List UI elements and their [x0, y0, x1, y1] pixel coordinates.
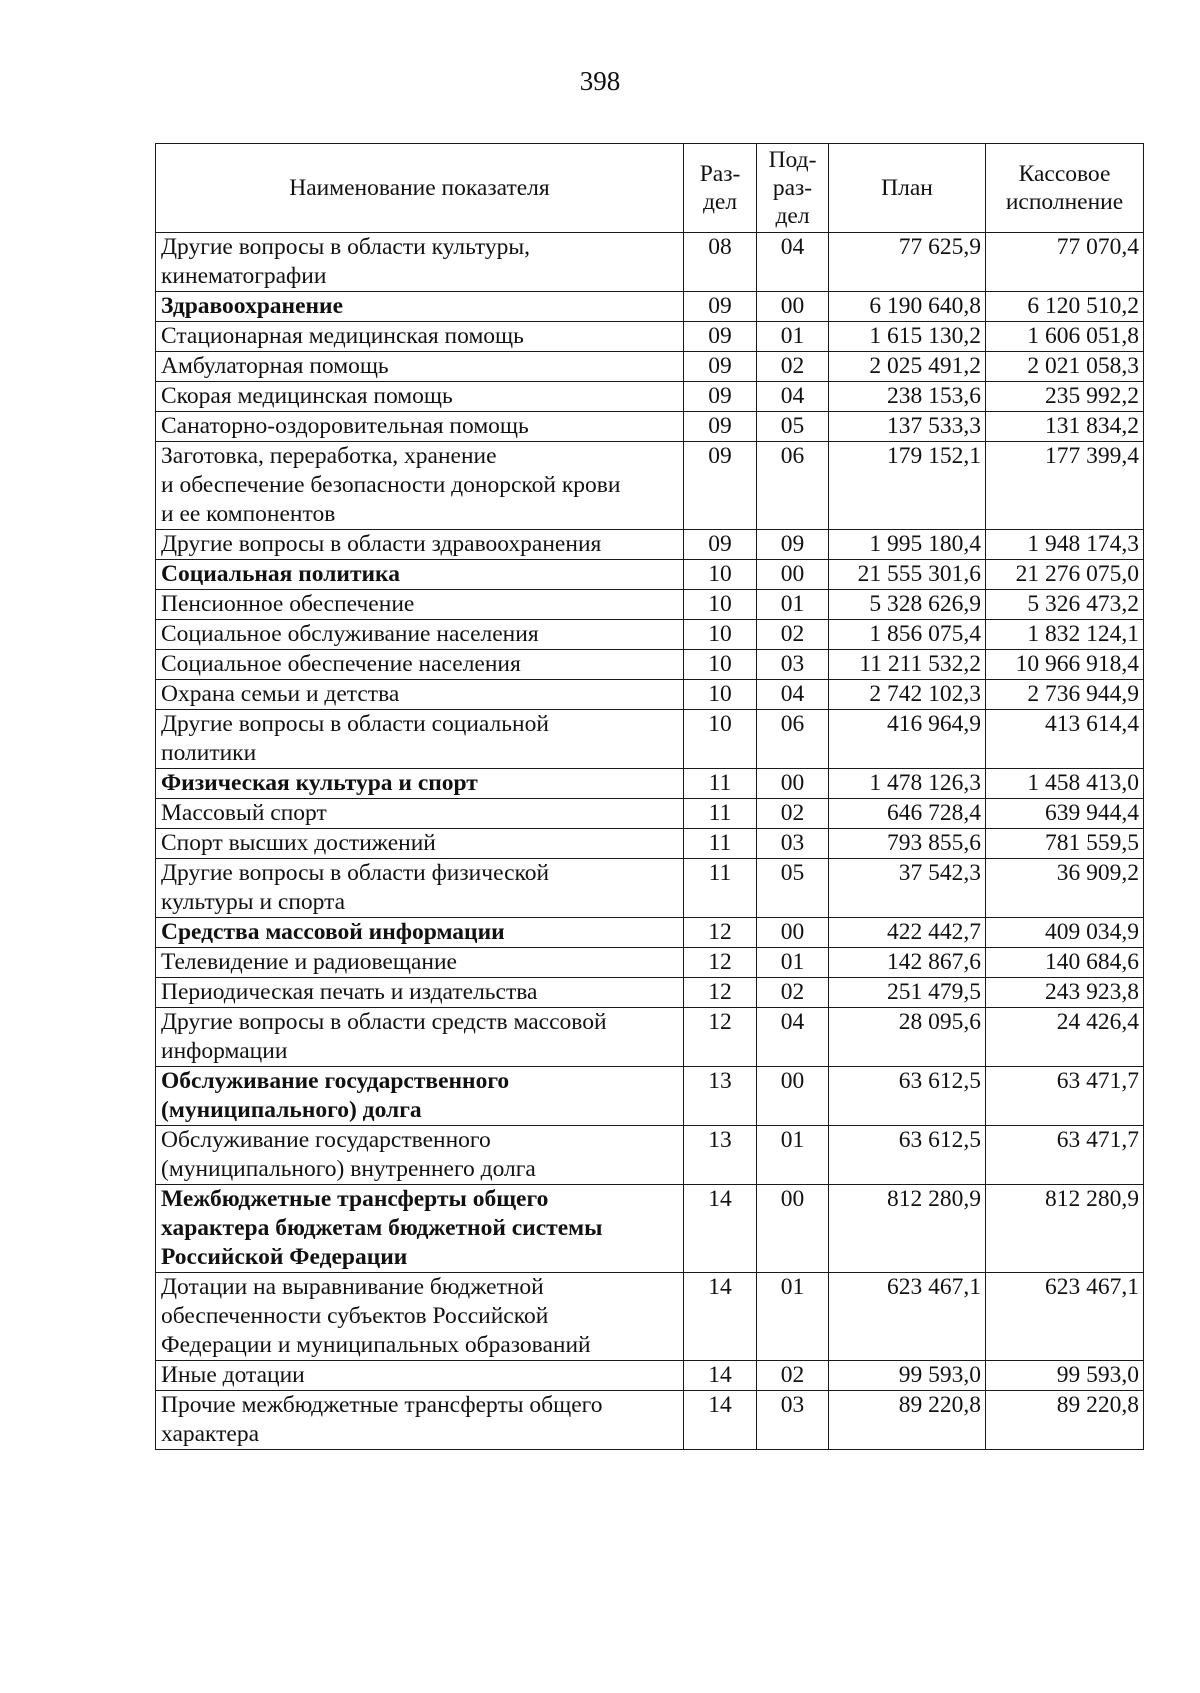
row-subsection: 02 — [757, 978, 829, 1008]
row-section: 09 — [684, 530, 757, 560]
row-subsection: 03 — [757, 650, 829, 680]
row-fact: 10 966 918,4 — [986, 650, 1144, 680]
row-plan: 137 533,3 — [829, 412, 986, 442]
row-section: 11 — [684, 859, 757, 918]
row-fact: 639 944,4 — [986, 799, 1144, 829]
row-subsection: 06 — [757, 710, 829, 769]
row-fact: 77 070,4 — [986, 233, 1144, 292]
row-name: Прочие межбюджетные трансферты общего характера — [156, 1391, 684, 1450]
row-name: Санаторно-оздоровительная помощь — [156, 412, 684, 442]
table-row — [156, 710, 1144, 769]
row-name: Социальное обеспечение населения — [156, 650, 684, 680]
row-name: Спорт высших достижений — [156, 829, 684, 859]
row-section: 14 — [684, 1361, 757, 1391]
row-section: 10 — [684, 620, 757, 650]
row-section: 12 — [684, 1008, 757, 1067]
row-subsection: 01 — [757, 590, 829, 620]
row-section: 11 — [684, 799, 757, 829]
row-section: 09 — [684, 442, 757, 530]
row-name: Социальная политика — [156, 560, 684, 590]
row-name: Социальное обслуживание населения — [156, 620, 684, 650]
row-name: Межбюджетные трансферты общего характера бюджетам бюджетной системы Российской Федерации — [156, 1185, 684, 1273]
row-fact: 6 120 510,2 — [986, 292, 1144, 322]
row-subsection: 00 — [757, 292, 829, 322]
row-plan: 5 328 626,9 — [829, 590, 986, 620]
header-section — [684, 144, 757, 233]
row-section: 09 — [684, 352, 757, 382]
table-row — [156, 322, 1144, 352]
row-name: Амбулаторная помощь — [156, 352, 684, 382]
row-name: Пенсионное обеспечение — [156, 590, 684, 620]
row-name: Заготовка, переработка, хранение и обеспечение безопасности донорской крови и ее компонентов — [156, 442, 684, 530]
row-section: 12 — [684, 948, 757, 978]
table-row — [156, 412, 1144, 442]
row-fact: 177 399,4 — [986, 442, 1144, 530]
row-subsection: 02 — [757, 620, 829, 650]
row-name: Средства массовой информации — [156, 918, 684, 948]
row-section: 14 — [684, 1185, 757, 1273]
row-name: Другие вопросы в области физической культуры и спорта — [156, 859, 684, 918]
header-fact — [986, 144, 1144, 233]
row-subsection: 05 — [757, 859, 829, 918]
table-row — [156, 530, 1144, 560]
row-plan: 77 625,9 — [829, 233, 986, 292]
table-row — [156, 620, 1144, 650]
row-fact: 243 923,8 — [986, 978, 1144, 1008]
row-plan: 623 467,1 — [829, 1273, 986, 1361]
row-subsection: 01 — [757, 322, 829, 352]
row-name: Дотации на выравнивание бюджетной обеспеченности субъектов Российской Федерации и муниципальных образований — [156, 1273, 684, 1361]
row-plan: 28 095,6 — [829, 1008, 986, 1067]
row-subsection: 04 — [757, 1008, 829, 1067]
row-subsection: 00 — [757, 918, 829, 948]
row-name: Другие вопросы в области средств массовой информации — [156, 1008, 684, 1067]
row-fact: 99 593,0 — [986, 1361, 1144, 1391]
row-subsection: 03 — [757, 829, 829, 859]
row-plan: 2 742 102,3 — [829, 680, 986, 710]
table-header-row — [156, 144, 1144, 233]
row-section: 09 — [684, 382, 757, 412]
row-section: 09 — [684, 412, 757, 442]
table-row — [156, 948, 1144, 978]
header-section-text: Раз- дел — [699, 161, 741, 215]
row-section: 14 — [684, 1391, 757, 1450]
row-plan: 422 442,7 — [829, 918, 986, 948]
row-subsection: 00 — [757, 1067, 829, 1126]
row-subsection: 01 — [757, 948, 829, 978]
table-row — [156, 292, 1144, 322]
row-subsection: 06 — [757, 442, 829, 530]
table-row — [156, 1391, 1144, 1450]
table-row — [156, 352, 1144, 382]
table-row — [156, 382, 1144, 412]
table-row — [156, 1126, 1144, 1185]
table-row — [156, 1008, 1144, 1067]
row-fact: 21 276 075,0 — [986, 560, 1144, 590]
row-subsection: 00 — [757, 1185, 829, 1273]
row-fact: 36 909,2 — [986, 859, 1144, 918]
row-fact: 2 021 058,3 — [986, 352, 1144, 382]
row-subsection: 01 — [757, 1273, 829, 1361]
table-row — [156, 859, 1144, 918]
table-row — [156, 560, 1144, 590]
row-subsection: 04 — [757, 233, 829, 292]
row-name: Здравоохранение — [156, 292, 684, 322]
table-row — [156, 799, 1144, 829]
row-plan: 416 964,9 — [829, 710, 986, 769]
header-plan — [829, 144, 986, 233]
row-fact: 1 606 051,8 — [986, 322, 1144, 352]
row-name: Иные дотации — [156, 1361, 684, 1391]
row-fact: 140 684,6 — [986, 948, 1144, 978]
row-plan: 21 555 301,6 — [829, 560, 986, 590]
row-fact: 131 834,2 — [986, 412, 1144, 442]
row-name: Обслуживание государственного (муниципального) внутреннего долга — [156, 1126, 684, 1185]
row-subsection: 04 — [757, 382, 829, 412]
row-subsection: 04 — [757, 680, 829, 710]
table-row — [156, 829, 1144, 859]
row-section: 09 — [684, 322, 757, 352]
row-fact: 63 471,7 — [986, 1126, 1144, 1185]
row-plan: 238 153,6 — [829, 382, 986, 412]
table-row — [156, 233, 1144, 292]
row-plan: 99 593,0 — [829, 1361, 986, 1391]
row-section: 11 — [684, 829, 757, 859]
row-fact: 5 326 473,2 — [986, 590, 1144, 620]
row-section: 14 — [684, 1273, 757, 1361]
row-plan: 89 220,8 — [829, 1391, 986, 1450]
row-fact: 24 426,4 — [986, 1008, 1144, 1067]
table-row — [156, 680, 1144, 710]
row-fact: 812 280,9 — [986, 1185, 1144, 1273]
row-section: 10 — [684, 710, 757, 769]
table-row — [156, 1361, 1144, 1391]
row-plan: 793 855,6 — [829, 829, 986, 859]
row-plan: 142 867,6 — [829, 948, 986, 978]
row-plan: 2 025 491,2 — [829, 352, 986, 382]
row-fact: 623 467,1 — [986, 1273, 1144, 1361]
table-row — [156, 1067, 1144, 1126]
row-fact: 413 614,4 — [986, 710, 1144, 769]
table-row — [156, 1273, 1144, 1361]
row-plan: 1 856 075,4 — [829, 620, 986, 650]
row-section: 12 — [684, 978, 757, 1008]
row-fact: 1 458 413,0 — [986, 769, 1144, 799]
row-section: 10 — [684, 560, 757, 590]
row-fact: 63 471,7 — [986, 1067, 1144, 1126]
header-fact-text: Кассовое исполнение — [1005, 161, 1124, 215]
header-name — [156, 144, 684, 233]
row-name: Другие вопросы в области социальной политики — [156, 710, 684, 769]
row-name: Периодическая печать и издательства — [156, 978, 684, 1008]
row-plan: 251 479,5 — [829, 978, 986, 1008]
budget-table — [155, 143, 1144, 1450]
row-section: 08 — [684, 233, 757, 292]
table-body — [156, 233, 1144, 1450]
row-plan: 63 612,5 — [829, 1067, 986, 1126]
header-subsection — [757, 144, 829, 233]
row-name: Другие вопросы в области здравоохранения — [156, 530, 684, 560]
row-fact: 409 034,9 — [986, 918, 1144, 948]
header-plan-text: План — [881, 175, 933, 201]
table-row — [156, 442, 1144, 530]
row-section: 13 — [684, 1067, 757, 1126]
row-subsection: 05 — [757, 412, 829, 442]
row-plan: 11 211 532,2 — [829, 650, 986, 680]
row-subsection: 02 — [757, 799, 829, 829]
row-plan: 63 612,5 — [829, 1126, 986, 1185]
row-name: Телевидение и радиовещание — [156, 948, 684, 978]
row-name: Массовый спорт — [156, 799, 684, 829]
row-section: 12 — [684, 918, 757, 948]
table-row — [156, 769, 1144, 799]
header-subsection-text: Под- раз- дел — [768, 147, 817, 229]
row-name: Стационарная медицинская помощь — [156, 322, 684, 352]
row-plan: 646 728,4 — [829, 799, 986, 829]
row-plan: 1 615 130,2 — [829, 322, 986, 352]
row-subsection: 09 — [757, 530, 829, 560]
page-number: 398 — [579, 66, 621, 96]
row-subsection: 01 — [757, 1126, 829, 1185]
row-plan: 812 280,9 — [829, 1185, 986, 1273]
table-row — [156, 650, 1144, 680]
table-row — [156, 918, 1144, 948]
row-section: 10 — [684, 680, 757, 710]
row-fact: 781 559,5 — [986, 829, 1144, 859]
header-name-text: Наименование показателя — [289, 175, 550, 201]
row-subsection: 02 — [757, 352, 829, 382]
row-section: 11 — [684, 769, 757, 799]
row-plan: 179 152,1 — [829, 442, 986, 530]
row-plan: 1 478 126,3 — [829, 769, 986, 799]
row-plan: 1 995 180,4 — [829, 530, 986, 560]
row-plan: 37 542,3 — [829, 859, 986, 918]
row-name: Охрана семьи и детства — [156, 680, 684, 710]
table-row — [156, 978, 1144, 1008]
row-subsection: 00 — [757, 769, 829, 799]
row-fact: 89 220,8 — [986, 1391, 1144, 1450]
row-name: Другие вопросы в области культуры, кинематографии — [156, 233, 684, 292]
row-section: 10 — [684, 650, 757, 680]
row-subsection: 02 — [757, 1361, 829, 1391]
row-plan: 6 190 640,8 — [829, 292, 986, 322]
row-subsection: 00 — [757, 560, 829, 590]
row-fact: 1 948 174,3 — [986, 530, 1144, 560]
row-name: Обслуживание государственного (муниципального) долга — [156, 1067, 684, 1126]
table-row — [156, 1185, 1144, 1273]
row-section: 09 — [684, 292, 757, 322]
row-fact: 1 832 124,1 — [986, 620, 1144, 650]
row-name: Физическая культура и спорт — [156, 769, 684, 799]
table-row — [156, 590, 1144, 620]
row-section: 10 — [684, 590, 757, 620]
row-name: Скорая медицинская помощь — [156, 382, 684, 412]
row-fact: 235 992,2 — [986, 382, 1144, 412]
row-subsection: 03 — [757, 1391, 829, 1450]
row-fact: 2 736 944,9 — [986, 680, 1144, 710]
row-section: 13 — [684, 1126, 757, 1185]
